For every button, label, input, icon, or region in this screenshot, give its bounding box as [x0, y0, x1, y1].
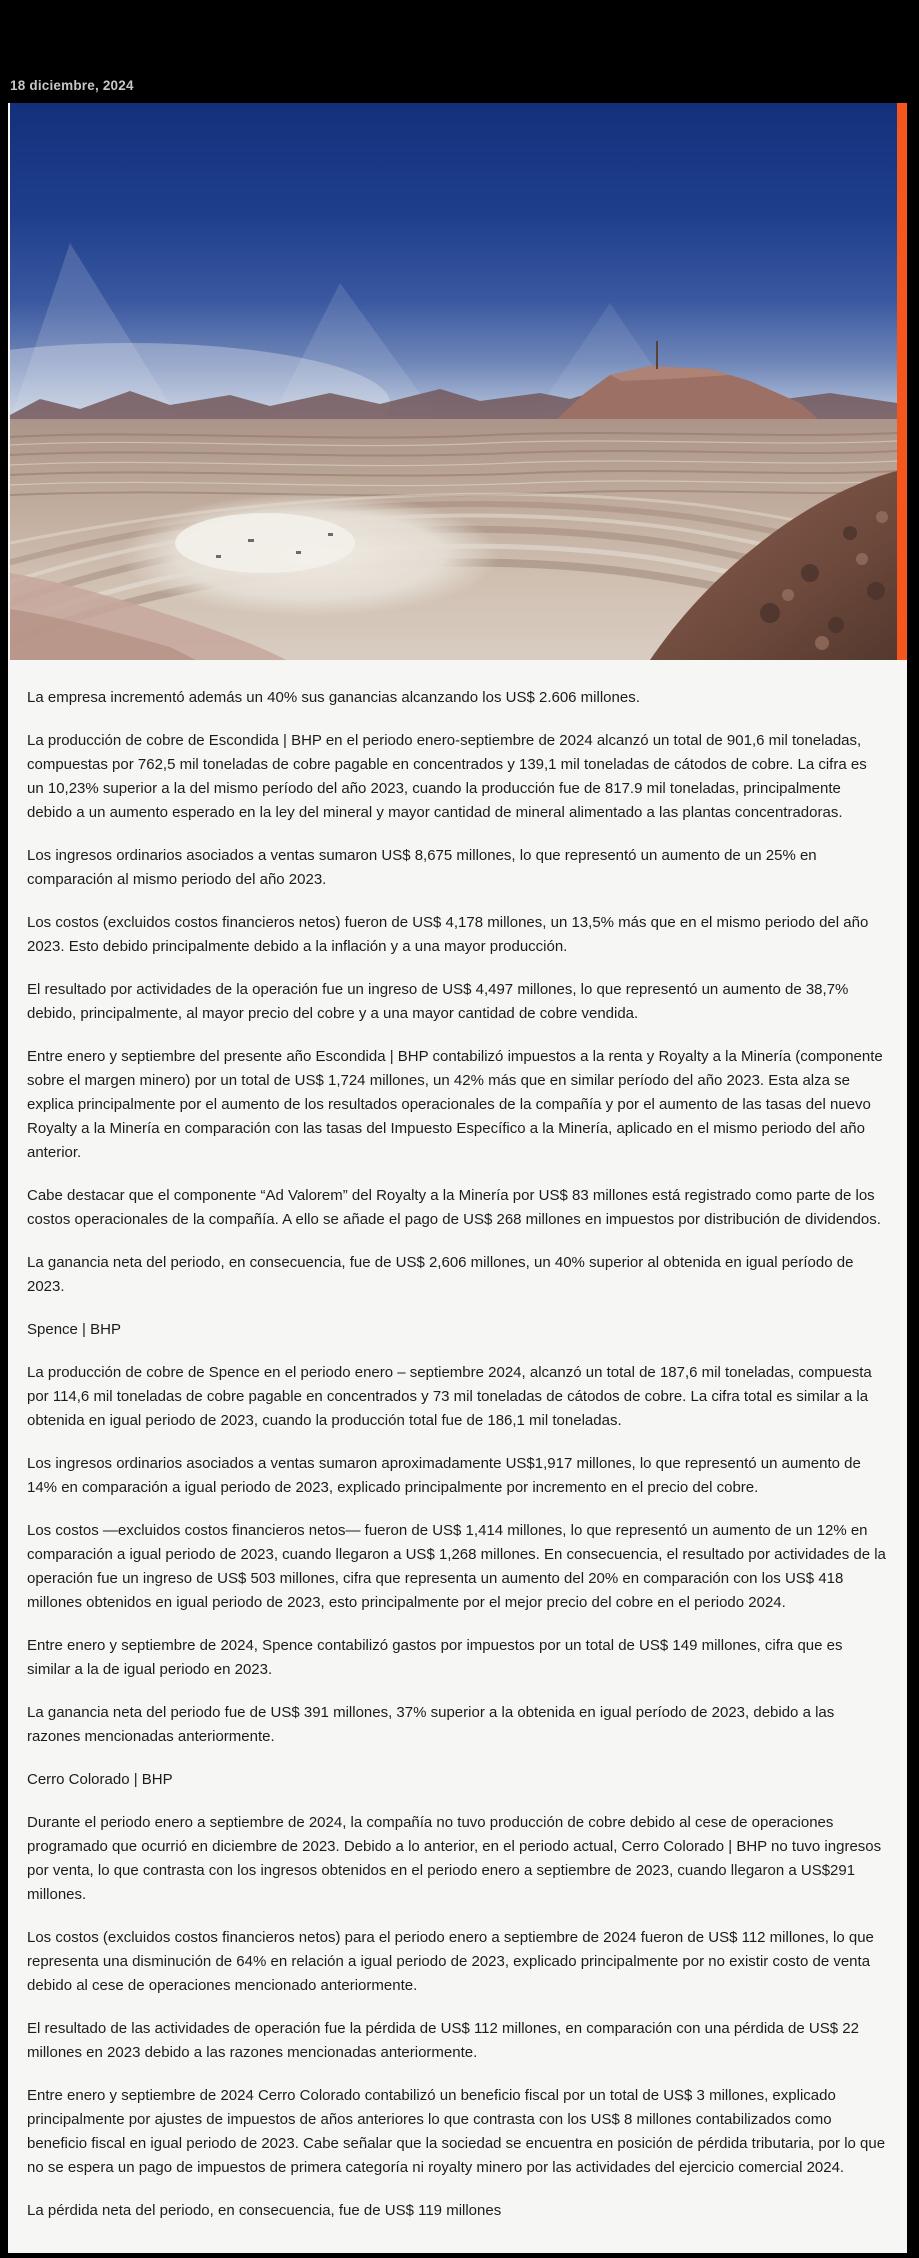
- article-paragraph: La producción de cobre de Escondida | BHP en el periodo enero-septiembre de 2024 alcanzó un total de 901,6 mil toneladas, compuestas por 762,5 mil toneladas de cobre pagable en concentrados y 139,1 mil toneladas de cátodos de cobre. La cifra es un 10,23% superior a la del mismo período del año 2023, cuando la producción fue de 817.9 mil toneladas, principalmente debido a un aumento esperado en la ley del mineral y mayor cantidad de mineral alimentado a las plantas concentradoras.: [27, 732, 867, 821]
- article-paragraph: El resultado de las actividades de operación fue la pérdida de US$ 112 millones, en comparación con una pérdida de US$ 22 millones en 2023 debido a las razones mencionadas anteriormente.: [27, 2020, 859, 2061]
- article-paragraph: Los ingresos ordinarios asociados a ventas sumaron US$ 8,675 millones, lo que representó un aumento de un 25% en comparación al mismo periodo del año 2023.: [27, 847, 817, 888]
- article-paragraph: Cabe destacar que el componente “Ad Valorem” del Royalty a la Minería por US$ 83 millones está registrado como parte de los costos operacionales de la compañía. A ello se añade el pago de US$ 268 millones en impuestos por distribución de dividendos.: [27, 1187, 881, 1228]
- article-paragraph: Entre enero y septiembre de 2024, Spence contabilizó gastos por impuestos por un total de US$ 149 millones, cifra que es similar a la de igual periodo en 2023.: [27, 1637, 843, 1678]
- article-paragraph: Entre enero y septiembre de 2024 Cerro Colorado contabilizó un beneficio fiscal por un total de US$ 3 millones, explicado principalmente por ajustes de impuestos de años anteriores lo que contrasta con los US$ 8 millones contabilizados como beneficio fiscal en igual periodo de 2023. Cabe señalar que la sociedad se encuentra en posición de pérdida tributaria, por lo que no se espera un pago de impuestos de primera categoría ni royalty minero por las actividades del ejercicio comercial 2024.: [27, 2087, 886, 2176]
- article-paragraph: Entre enero y septiembre del presente año Escondida | BHP contabilizó impuestos a la renta y Royalty a la Minería (componente sobre el margen minero) por un total de US$ 1,724 millones, un 42% más que en similar período del año 2023. Esta alza se explica principalmente por el aumento de los resultados operacionales de la compañía y por el aumento de las tasas del nuevo Royalty a la Minería en comparación con las tasas del Impuesto Específico a la Minería, aplicado en el mismo periodo del año anterior.: [27, 1048, 883, 1161]
- accent-bar: [897, 103, 907, 660]
- article-paragraph: La empresa incrementó además un 40% sus ganancias alcanzando los US$ 2.606 millones.: [27, 689, 640, 706]
- content-column: [8, 103, 907, 2253]
- article-paragraph: La ganancia neta del periodo fue de US$ 391 millones, 37% superior a la obtenida en igual período de 2023, debido a las razones mencionadas anteriormente.: [27, 1704, 835, 1745]
- article-paragraph: Durante el periodo enero a septiembre de 2024, la compañía no tuvo producción de cobre debido al cese de operaciones programado que ocurrió en diciembre de 2023. Debido a lo anterior, en el periodo actual, Cerro Colorado | BHP no tuvo ingresos por venta, lo que contrasta con los ingresos obtenidos en el periodo enero a septiembre de 2023, cuando llegaron a US$291 millones.: [27, 1814, 882, 1903]
- article-paragraph: Los costos —excluidos costos financieros netos— fueron de US$ 1,414 millones, lo que representó un aumento de un 12% en comparación a igual periodo de 2023, cuando llegaron a US$ 1,268 millones. En consecuencia, el resultado por actividades de la operación fue un ingreso de US$ 503 millones, cifra que representa un aumento del 20% en comparación con los US$ 418 millones obtenidos en igual periodo de 2023, esto principalmente por el mejor precio del cobre en el periodo 2024.: [27, 1522, 886, 1611]
- article-paragraph: El resultado por actividades de la operación fue un ingreso de US$ 4,497 millones, lo que representó un aumento de 38,7% debido, principalmente, al mayor precio del cobre y a una mayor cantidad de cobre vendida.: [27, 981, 849, 1022]
- article-paragraph: La pérdida neta del periodo, en consecuencia, fue de US$ 119 millones: [27, 2202, 502, 2219]
- mine-photo-illustration: [10, 103, 897, 660]
- article-paragraph: Los costos (excluidos costos financieros netos) para el periodo enero a septiembre de 2024 fueron de US$ 112 millones, lo que representa una disminución de 64% en relación a igual periodo de 2023, explicado principalmente por no existir costo de venta debido al cese de operaciones mencionado anteriormente.: [27, 1929, 874, 1994]
- article-body: [8, 660, 907, 2223]
- article-paragraph: Cerro Colorado | BHP: [27, 1771, 173, 1788]
- article-paragraph: Los costos (excluidos costos financieros netos) fueron de US$ 4,178 millones, un 13,5% más que en el mismo periodo del año 2023. Esto debido principalmente debido a la inflación y a una mayor producción.: [27, 914, 869, 955]
- article-paragraph: La producción de cobre de Spence en el periodo enero – septiembre 2024, alcanzó un total de 187,6 mil toneladas, compuesta por 114,6 mil toneladas de cobre pagable en concentrados y 73 mil toneladas de cátodos de cobre. La cifra total es similar a la obtenida en igual periodo de 2023, cuando la producción total fue de 186,1 mil toneladas.: [27, 1364, 872, 1429]
- article-paragraph: La ganancia neta del periodo, en consecuencia, fue de US$ 2,606 millones, un 40% superior al obtenida en igual período de 2023.: [27, 1254, 854, 1295]
- article-paragraph: Los ingresos ordinarios asociados a ventas sumaron aproximadamente US$1,917 millones, lo que representó un aumento de 14% en comparación a igual periodo de 2023, explicado principalmente por incremento en el precio del cobre.: [27, 1455, 861, 1496]
- article-paragraph: Spence | BHP: [27, 1321, 121, 1338]
- hero-image: [8, 103, 907, 660]
- article-date: 18 diciembre, 2024: [10, 78, 134, 93]
